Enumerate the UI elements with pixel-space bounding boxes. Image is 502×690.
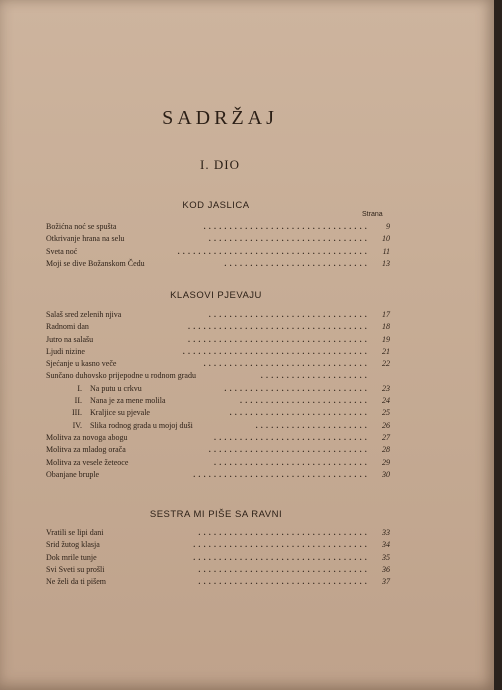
toc-entry-page-number: 13 (382, 258, 390, 268)
section-heading-klasovi-pjevaju: KLASOVI PJEVAJU (170, 290, 262, 301)
toc-entry (46, 246, 390, 258)
toc-entry-page-number: 34 (382, 540, 390, 550)
toc-dot-leader: .................................... (182, 346, 370, 356)
toc-entry (46, 552, 390, 564)
toc-entry (46, 258, 390, 270)
toc-dot-leader: ............................... (208, 445, 370, 455)
toc-entry-title: Ne želi da ti pišem (46, 577, 106, 587)
toc-entry (46, 233, 390, 245)
toc-entry-page-number: 24 (382, 396, 390, 406)
toc-dot-leader: ................................... (188, 334, 370, 344)
toc-dot-leader: ................................. (198, 528, 370, 537)
part-heading: I. DIO (200, 157, 240, 172)
toc-entry (46, 358, 390, 370)
toc-entry-title: Moji se dive Božanskom Čedu (46, 258, 145, 268)
toc-entry-page-number: 23 (382, 383, 390, 393)
toc-list-klasovi-pjevaju (46, 309, 390, 481)
toc-entry-title: Dok mrile tunje (46, 552, 97, 562)
toc-entry-title: Otkrivanje hrana na selu (46, 234, 125, 244)
toc-entry (46, 576, 390, 588)
toc-entry-page-number: 26 (382, 420, 390, 430)
toc-entry-title: Salaš sred zelenih njiva (46, 310, 122, 319)
toc-entry (46, 321, 390, 333)
page-column-header: Strana (362, 211, 383, 218)
toc-dot-leader: ...................... (255, 420, 370, 430)
toc-entry-title: Sveta noć (46, 246, 78, 256)
toc-dot-leader: ..................................... (177, 246, 370, 256)
toc-entry-title: Obanjane bruple (46, 469, 100, 479)
toc-entry-page-number: 33 (382, 528, 390, 537)
toc-entry-title: Srid žutog klasja (46, 540, 100, 550)
toc-entry-roman-numeral: IV. (72, 420, 82, 430)
toc-entry-page-number: 36 (382, 564, 390, 574)
toc-entry-page-number: 22 (382, 359, 390, 369)
toc-entry (46, 469, 390, 481)
toc-entry-title: Sjećanje u kasno veče (46, 359, 117, 369)
toc-entry (46, 444, 390, 456)
toc-entry-title: Molitva za mladog orača (46, 445, 126, 455)
toc-entry-title: Jutro na salašu (46, 334, 94, 344)
toc-dot-leader: ................................ (203, 359, 370, 369)
toc-entry (46, 432, 390, 444)
toc-dot-leader: ............................ (224, 258, 370, 268)
toc-entry (46, 407, 390, 419)
toc-entry-title: Molitva za vesele žeteoce (46, 457, 129, 467)
toc-entry (46, 309, 390, 321)
toc-entry (46, 395, 390, 407)
toc-entry-page-number: 35 (382, 552, 390, 562)
toc-entry-page-number: 17 (382, 310, 390, 319)
section-heading-kod-jaslica: KOD JASLICA (182, 200, 250, 211)
toc-entry-title: Molitva za novoga abogu (46, 432, 128, 442)
toc-entry-title: Svi Sveti su prošli (46, 564, 105, 574)
toc-entry-page-number: 37 (382, 577, 390, 587)
toc-entry-page-number: 27 (382, 432, 390, 442)
toc-entry-page-number: 19 (382, 334, 390, 344)
toc-dot-leader: ................................ (203, 222, 370, 231)
toc-dot-leader: ................................... (188, 322, 370, 332)
toc-dot-leader: .............................. (214, 432, 370, 442)
toc-entry-title: Vratili se lipi dani (46, 528, 104, 537)
toc-dot-leader: ............................... (208, 310, 370, 319)
section-heading-sestra-mi-pise: SESTRA MI PIŠE SA RAVNI (149, 509, 283, 520)
toc-dot-leader: .................................. (193, 552, 370, 562)
toc-entry (46, 527, 390, 539)
toc-entry-page-number: 11 (382, 246, 390, 256)
toc-entry-roman-numeral: II. (74, 396, 82, 406)
toc-entry (46, 383, 390, 395)
toc-entry (46, 539, 390, 551)
toc-entry-title: Ljudi nizine (46, 346, 85, 356)
toc-entry (46, 334, 390, 346)
toc-entry-roman-numeral: I. (77, 383, 82, 393)
toc-dot-leader: ................................. (198, 577, 370, 587)
toc-entry-title: Na putu u crkvu (90, 383, 142, 393)
toc-dot-leader: ......................... (240, 396, 370, 406)
toc-dot-leader: ..................... (260, 371, 370, 381)
toc-entry-page-number: 21 (382, 346, 390, 356)
toc-entry (46, 420, 390, 432)
toc-entry-page-number: 29 (382, 457, 390, 467)
toc-dot-leader: .............................. (214, 457, 370, 467)
toc-entry-page-number: 30 (382, 469, 390, 479)
toc-entry-title: Slika rodnog grada u mojoj duši (90, 420, 193, 430)
toc-entry-page-number: 18 (382, 322, 390, 332)
toc-dot-leader: ................................. (198, 564, 370, 574)
toc-entry (46, 564, 390, 576)
toc-dot-leader: .................................. (193, 469, 370, 479)
toc-dot-leader: ........................... (229, 408, 370, 418)
toc-entry-page-number: 25 (382, 408, 390, 418)
toc-dot-leader: .................................. (193, 540, 370, 550)
toc-entry-roman-numeral: III. (72, 408, 82, 418)
toc-dot-leader: ............................... (208, 234, 370, 244)
toc-entry-title: Kraljice su pjevale (90, 408, 150, 418)
toc-dot-leader: ............................ (224, 383, 370, 393)
toc-entry-page-number: 9 (386, 222, 390, 231)
toc-entry-title: Nana je za mene molila (90, 396, 166, 406)
page-title: SADRŽAJ (162, 107, 278, 129)
toc-entry (46, 221, 390, 233)
toc-entry-title: Sunčano duhovsko prijepodne u rodnom gradu (46, 371, 196, 381)
toc-entry (46, 346, 390, 358)
toc-list-kod-jaslica (46, 221, 390, 270)
toc-entry-page-number: 28 (382, 445, 390, 455)
toc-list-sestra-mi-pise (46, 527, 390, 588)
toc-entry-title: Božićna noć se spušta (46, 222, 117, 231)
toc-entry (46, 370, 390, 382)
toc-entry-title: Radnomi dan (46, 322, 89, 332)
toc-entry (46, 457, 390, 469)
toc-entry-page-number: 10 (382, 234, 390, 244)
